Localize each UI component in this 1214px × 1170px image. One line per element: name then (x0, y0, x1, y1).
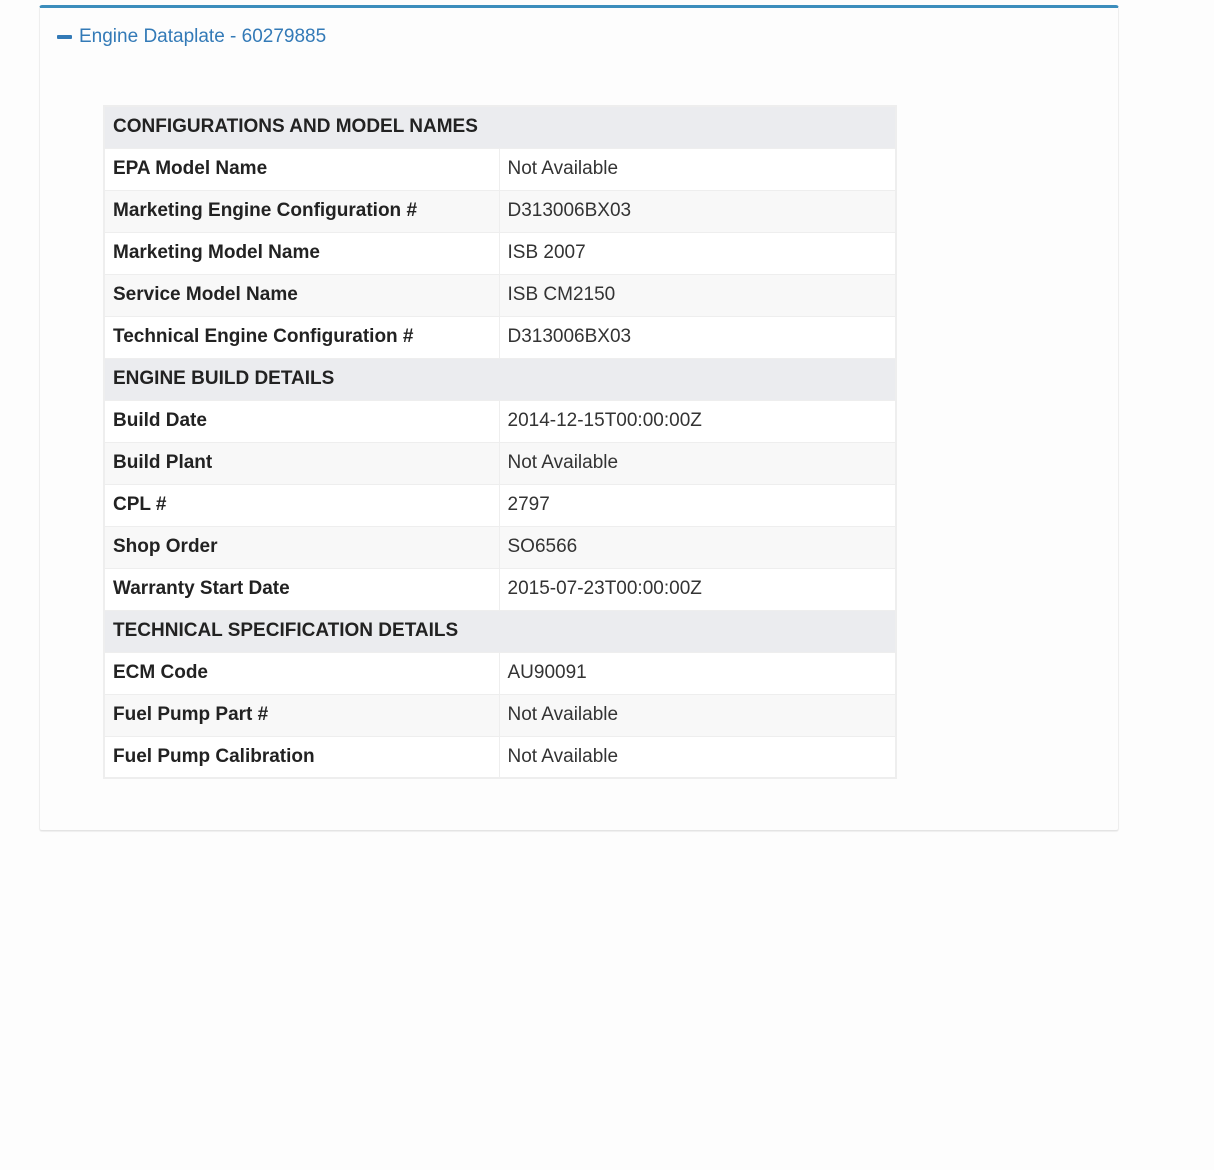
section-heading: ENGINE BUILD DETAILS (104, 358, 896, 400)
row-label: Fuel Pump Part # (104, 694, 499, 736)
row-value: 2797 (499, 484, 896, 526)
section-header-row (104, 106, 896, 148)
section-header-row (104, 358, 896, 400)
row-label: Marketing Model Name (104, 232, 499, 274)
section-heading: TECHNICAL SPECIFICATION DETAILS (104, 610, 896, 652)
row-label: Warranty Start Date (104, 568, 499, 610)
row-label: CPL # (104, 484, 499, 526)
table-row (104, 652, 896, 694)
section-heading: CONFIGURATIONS AND MODEL NAMES (104, 106, 896, 148)
minus-icon[interactable] (57, 35, 72, 39)
row-value: Not Available (499, 442, 896, 484)
table-row (104, 190, 896, 232)
row-label: Shop Order (104, 526, 499, 568)
row-value: Not Available (499, 694, 896, 736)
row-label: Technical Engine Configuration # (104, 316, 499, 358)
row-label: Service Model Name (104, 274, 499, 316)
table-row (104, 736, 896, 778)
table-row (104, 148, 896, 190)
table-row (104, 442, 896, 484)
row-value: AU90091 (499, 652, 896, 694)
table-row (104, 694, 896, 736)
table-row (104, 526, 896, 568)
row-label: Build Plant (104, 442, 499, 484)
row-value: 2015-07-23T00:00:00Z (499, 568, 896, 610)
row-label: Fuel Pump Calibration (104, 736, 499, 778)
table-row (104, 274, 896, 316)
panel-title[interactable]: Engine Dataplate - 60279885 (79, 26, 327, 47)
engine-dataplate-panel (39, 5, 1119, 831)
row-value: ISB CM2150 (499, 274, 896, 316)
row-label: EPA Model Name (104, 148, 499, 190)
row-value: SO6566 (499, 526, 896, 568)
row-value: D313006BX03 (499, 190, 896, 232)
row-label: Build Date (104, 400, 499, 442)
table-row (104, 316, 896, 358)
row-value: 2014-12-15T00:00:00Z (499, 400, 896, 442)
row-value: ISB 2007 (499, 232, 896, 274)
table-row (104, 400, 896, 442)
row-label: Marketing Engine Configuration # (104, 190, 499, 232)
row-value: D313006BX03 (499, 316, 896, 358)
table-row (104, 484, 896, 526)
table-row (104, 568, 896, 610)
row-value: Not Available (499, 736, 896, 778)
dataplate-table (103, 105, 897, 779)
row-value: Not Available (499, 148, 896, 190)
section-header-row (104, 610, 896, 652)
panel-collapse-toggle[interactable] (57, 26, 326, 48)
row-label: ECM Code (104, 652, 499, 694)
table-row (104, 232, 896, 274)
